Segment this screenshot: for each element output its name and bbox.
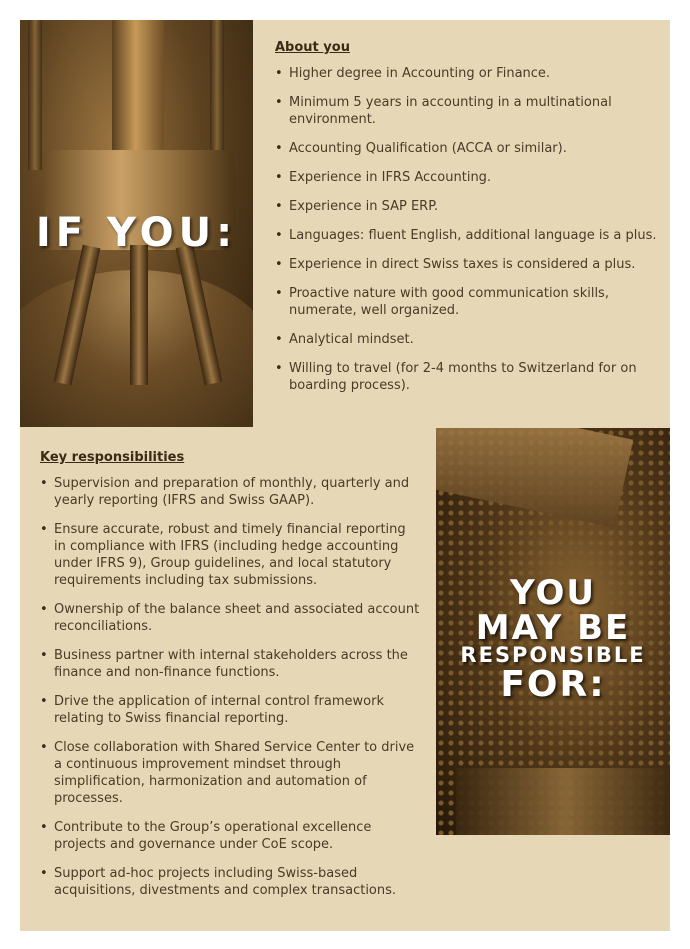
list-item: • Support ad-hoc projects including Swiss-based acquisitions, divestments and complex transactions. bbox=[40, 865, 420, 899]
mixer-blade bbox=[130, 245, 148, 385]
list-item: • Accounting Qualification (ACCA or similar). bbox=[275, 140, 660, 157]
list-item: • Experience in SAP ERP. bbox=[275, 198, 660, 215]
headline-line-may-be: MAY BE bbox=[475, 607, 631, 648]
key-responsibilities-section bbox=[40, 450, 420, 911]
machinery-photo bbox=[20, 20, 253, 427]
about-you-section bbox=[275, 40, 660, 406]
background-pipe bbox=[210, 20, 224, 170]
list-item: • Experience in IFRS Accounting. bbox=[275, 169, 660, 186]
list-item: • Analytical mindset. bbox=[275, 331, 660, 348]
headline-line-responsible: RESPONSIBLE bbox=[460, 643, 646, 668]
key-responsibilities-title: Key responsibilities bbox=[40, 450, 185, 465]
list-item: • Experience in direct Swiss taxes is considered a plus. bbox=[275, 256, 660, 273]
list-item: • Drive the application of internal control framework relating to Swiss financial reporting. bbox=[40, 693, 420, 727]
list-item: • Proactive nature with good communication skills, numerate, well organized. bbox=[275, 285, 660, 319]
list-item: • Supervision and preparation of monthly, quarterly and yearly reporting (IFRS and Swiss GAAP). bbox=[40, 475, 420, 509]
about-you-list bbox=[275, 65, 660, 394]
responsible-for-headline bbox=[436, 573, 670, 705]
list-item: • Close collaboration with Shared Service Center to drive a continuous improvement mindset through simplification, harmonization and automation of processes. bbox=[40, 739, 420, 807]
about-you-title: About you bbox=[275, 40, 350, 55]
list-item: • Ensure accurate, robust and timely financial reporting in compliance with IFRS (including hedge accounting under IFRS 9), Group guidelines, and local statutory requirements including tax submissions. bbox=[40, 521, 420, 589]
list-item: • Ownership of the balance sheet and associated account reconciliations. bbox=[40, 601, 420, 635]
list-item: • Minimum 5 years in accounting in a multinational environment. bbox=[275, 94, 660, 128]
list-item: • Higher degree in Accounting or Finance. bbox=[275, 65, 660, 82]
list-item: • Contribute to the Group’s operational excellence projects and governance under CoE scope. bbox=[40, 819, 420, 853]
list-item: • Languages: fluent English, additional language is a plus. bbox=[275, 227, 660, 244]
headline-line-for: FOR: bbox=[500, 663, 606, 705]
list-item: • Willing to travel (for 2-4 months to Switzerland for on boarding process). bbox=[275, 360, 660, 394]
key-responsibilities-list bbox=[40, 475, 420, 899]
bean-tray bbox=[456, 768, 670, 835]
cocoa-beans-photo bbox=[436, 428, 670, 835]
headline-line-you: YOU bbox=[510, 573, 596, 613]
mixer-shaft bbox=[112, 20, 164, 160]
list-item: • Business partner with internal stakeholders across the finance and non-finance functions. bbox=[40, 647, 420, 681]
background-pipe bbox=[28, 20, 42, 170]
if-you-headline: IF YOU: bbox=[35, 210, 238, 256]
bean-chute bbox=[436, 428, 633, 528]
